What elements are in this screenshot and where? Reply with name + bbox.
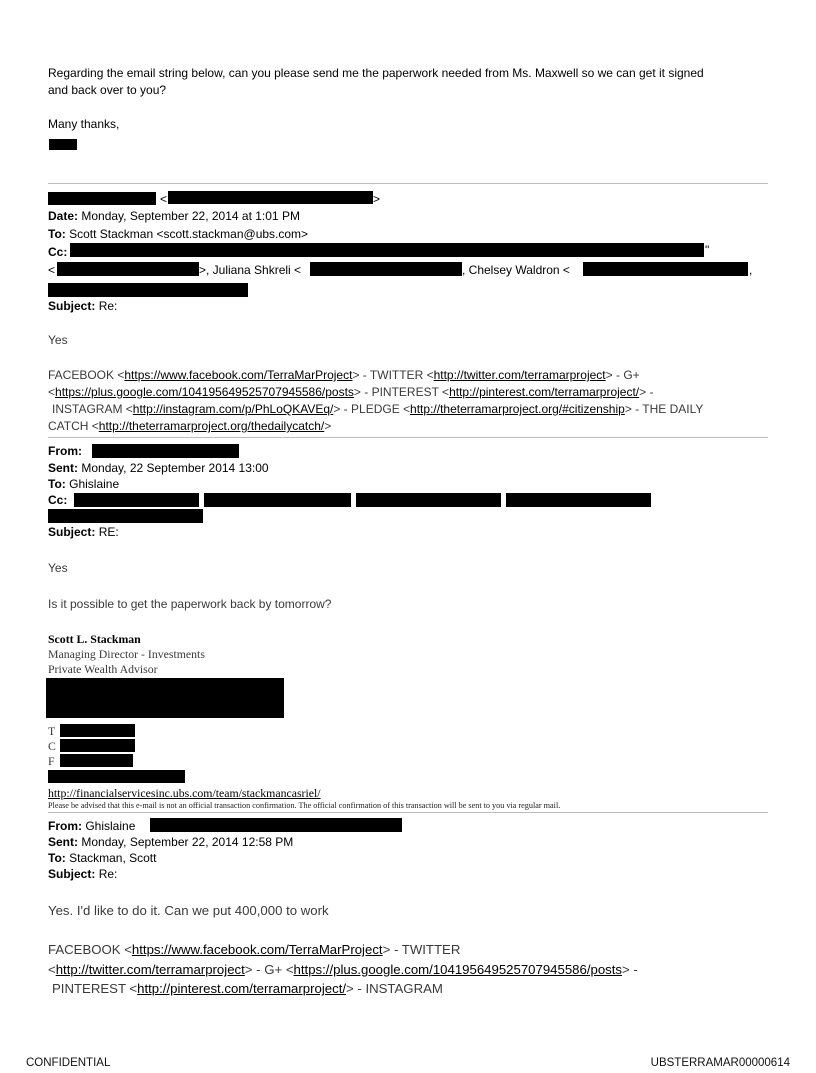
email1-body: Yes — [48, 333, 68, 347]
redaction-phone-t — [60, 724, 135, 737]
sig-name: Scott L. Stackman — [48, 632, 141, 646]
sent-label: Sent: — [48, 835, 78, 849]
cc-line2-a: < — [48, 263, 56, 277]
twitter-link[interactable]: http://twitter.com/terramarproject — [55, 962, 245, 977]
sent-value: Monday, September 22, 2014 12:58 PM — [81, 835, 294, 849]
redaction-cc-5 — [48, 509, 203, 523]
cc-label: Cc: — [48, 245, 68, 259]
dailycatch-link[interactable]: http://theterramarproject.org/thedailycatch/ — [98, 419, 325, 433]
redaction-cc-1 — [57, 262, 199, 276]
pinterest-link[interactable]: http://pinterest.com/terramarproject/ — [137, 981, 347, 996]
footer-bates-number: UBSTERRAMAR00000614 — [650, 1057, 790, 1069]
social-gplus-prefix: > - G+ — [605, 368, 640, 382]
redaction-cc-4 — [48, 283, 248, 297]
subject-value: Re: — [98, 299, 118, 313]
redaction-address — [46, 678, 284, 718]
email3-body: Yes. I'd like to do it. Can we put 400,000 to work — [48, 903, 329, 918]
redaction-cc-3 — [356, 493, 501, 507]
pinterest-link[interactable]: http://pinterest.com/terramarproject/ — [449, 385, 640, 399]
gplus-link[interactable]: https://plus.google.com/104195649525707945586/posts — [55, 385, 354, 399]
sig-title: Managing Director - Investments — [48, 647, 205, 661]
social-pinterest-suffix: > - — [639, 385, 654, 399]
redaction-cc-3 — [583, 262, 748, 276]
social-pledge-prefix: > - PLEDGE < — [333, 402, 411, 416]
social-gplus-lt: < — [48, 385, 56, 399]
social-facebook-prefix: FACEBOOK < — [48, 368, 125, 382]
cc-line2-b: >, Juliana Shkreli < — [199, 263, 302, 277]
subject-value: Re: — [98, 867, 118, 881]
social-catch-suffix: > — [324, 419, 332, 433]
from-gt: > — [373, 192, 381, 206]
redaction-cc-1 — [74, 493, 199, 507]
intro-closing: Many thanks, — [48, 117, 120, 131]
social-gplus-suffix: > - — [622, 962, 638, 977]
separator — [48, 183, 768, 184]
social-twitter-prefix: > - TWITTER < — [352, 368, 434, 382]
social-catch-prefix: CATCH < — [48, 419, 99, 433]
separator — [48, 437, 768, 438]
redaction-signature — [49, 139, 77, 150]
social-instagram-suffix: > - INSTAGRAM — [346, 981, 443, 996]
from-label: From: — [48, 444, 82, 458]
to-label: To: — [48, 477, 66, 491]
social-facebook-prefix: FACEBOOK < — [48, 942, 132, 957]
sig-t: T — [48, 724, 56, 738]
from-lt: < — [160, 192, 168, 206]
subject-label: Subject: — [48, 525, 96, 539]
facebook-link[interactable]: https://www.facebook.com/TerraMarProject — [131, 942, 383, 957]
social-pinterest-prefix: PINTEREST < — [52, 981, 138, 996]
redaction-cc-2 — [310, 262, 462, 276]
cc-line2-c: , Chelsey Waldron < — [462, 263, 570, 277]
intro-line-1: Regarding the email string below, can you please send me the paperwork needed from Ms. Maxwell so we can get it signed — [48, 66, 704, 80]
sig-role: Private Wealth Advisor — [48, 662, 158, 676]
subject-label: Subject: — [48, 299, 96, 313]
redaction-from-email — [150, 818, 402, 832]
email2-body-2: Is it possible to get the paperwork back by tomorrow? — [48, 597, 332, 611]
from-value: Ghislaine — [85, 819, 136, 833]
date-value: Monday, September 22, 2014 at 1:01 PM — [81, 209, 300, 223]
redaction-cc-4 — [506, 493, 651, 507]
instagram-link[interactable]: http://instagram.com/p/PhLoQKAVEq/ — [132, 402, 334, 416]
redaction-cc-line-1 — [70, 243, 704, 257]
twitter-link[interactable]: http://twitter.com/terramarproject — [433, 368, 606, 382]
to-value: Ghislaine — [69, 477, 120, 491]
redaction-phone-c — [60, 739, 135, 752]
sig-c: C — [48, 739, 56, 753]
to-value: Scott Stackman <scott.stackman@ubs.com> — [69, 227, 309, 241]
subject-label: Subject: — [48, 867, 96, 881]
social-twitter-prefix: > - TWITTER — [382, 942, 461, 957]
redaction-cc-2 — [204, 493, 351, 507]
sig-url-link[interactable]: http://financialservicesinc.ubs.com/team/stackmancasriel/ — [48, 786, 321, 800]
to-label: To: — [48, 227, 66, 241]
social-instagram-prefix: INSTAGRAM < — [52, 402, 133, 416]
redaction-phone-f — [60, 754, 133, 767]
redaction-from-email — [168, 191, 373, 204]
redaction-from — [92, 444, 239, 458]
social-daily-prefix: > - THE DAILY — [624, 402, 704, 416]
intro-line-2: and back over to you? — [48, 83, 167, 97]
email2-body-1: Yes — [48, 561, 68, 575]
disclaimer: Please be advised that this e-mail is not an official transaction confirmation. The official confirmation of this transaction will be sent to you via regular mail. — [48, 801, 561, 810]
social-twitter-lt: < — [48, 962, 56, 977]
sent-label: Sent: — [48, 461, 78, 475]
social-pinterest-prefix: > - PINTEREST < — [353, 385, 450, 399]
sig-f: F — [48, 754, 55, 768]
redaction-email — [48, 770, 185, 783]
footer-confidential: CONFIDENTIAL — [26, 1057, 111, 1069]
date-label: Date: — [48, 209, 79, 223]
sent-value: Monday, 22 September 2014 13:00 — [81, 461, 269, 475]
facebook-link[interactable]: https://www.facebook.com/TerraMarProject — [124, 368, 353, 382]
separator — [48, 812, 768, 813]
pledge-link[interactable]: http://theterramarproject.org/#citizenship — [410, 402, 625, 416]
cc-label: Cc: — [48, 493, 68, 507]
subject-value: RE: — [98, 525, 119, 539]
from-label: From: — [48, 819, 82, 833]
to-value: Stackman, Scott — [69, 851, 157, 865]
gplus-link[interactable]: https://plus.google.com/104195649525707945586/posts — [293, 962, 623, 977]
redaction-from-name — [48, 192, 156, 205]
social-gplus-prefix: > - G+ < — [244, 962, 294, 977]
to-label: To: — [48, 851, 66, 865]
